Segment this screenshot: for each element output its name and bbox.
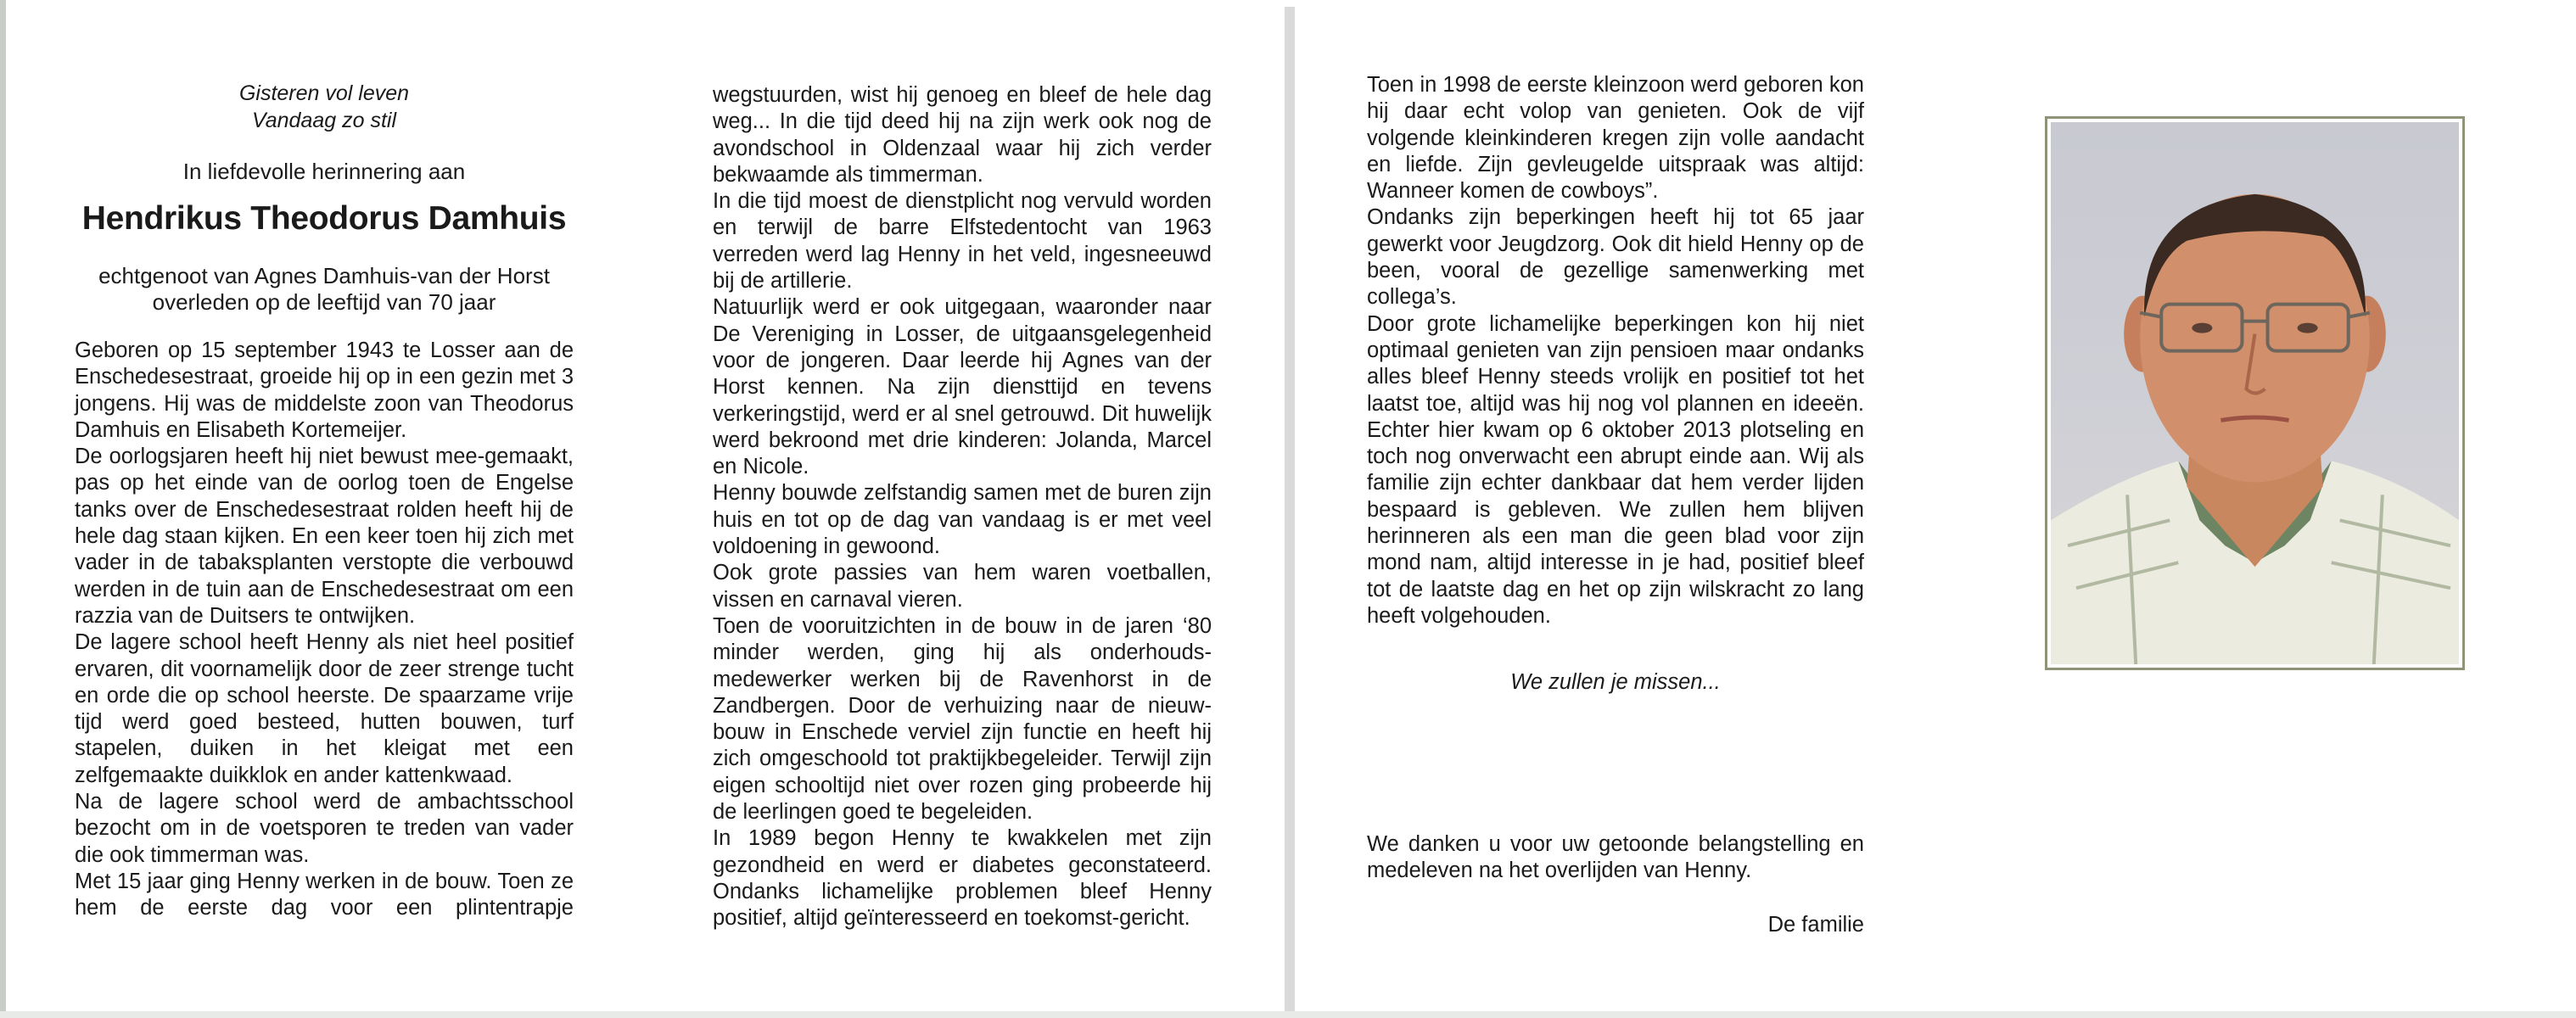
- family-signature: De familie: [1767, 913, 1864, 937]
- paragraph: Geboren op 15 september 1943 te Losser aan de Enschedesestraat, groeide hij op in een gezin met 3 jongens. Hij was de middelste zoon van Theodorus Damhuis en Elisabeth Kortemeijer.: [75, 338, 574, 442]
- paragraph: Toen de vooruitzichten in de bouw in de jaren ‘80 minder werden, ging hij als onderhouds-medewerker werken bij de Ravenhorst in de Zandbergen. Door de verhuizing naar de nieuw-bouw in Enschede verviel zijn functie en heeft hij zich omgeschoold tot praktijkbegeleider. Terwijl zijn eigen schooltijd niet over rozen ging probeerde hij de leerlingen goed te begeleiden.: [713, 613, 1212, 825]
- closing-motto: We zullen je missen...: [1510, 670, 1721, 694]
- card-fold: [1285, 7, 1295, 1018]
- thanks-message: We danken u voor uw getoonde belangstelling en medeleven na het overlijden van Henny.: [1367, 832, 1864, 883]
- paragraph: Ook grote passies van hem waren voetballen, vissen en carnaval vieren.: [713, 561, 1212, 612]
- portrait-illustration-icon: [2051, 122, 2459, 664]
- paragraph: De oorlogsjaren heeft hij niet bewust mee-gemaakt, pas op het einde van de oorlog toen de Engelse tanks over de Enschedesestraat rolden heeft hij de hele dag staan kijken. En een keer toen hij zich met vader in de tabaksplanten verstopte die verbouwd werden in de tuin aan de Enschedesestraat om een razzia van de Duitsers te ontwijken.: [75, 445, 574, 628]
- paragraph: Natuurlijk werd er ook uitgegaan, waaronder naar De Vereniging in Losser, de uitgaansgelegenheid voor de jongeren. Daar leerde hij Agnes van der Horst kennen. Na zijn diensttijd en tevens verkeringstijd, werd er al snel getrouwd. Dit huwelijk werd bekroond met drie kinderen: Jolanda, Marcel en Nicole.: [713, 295, 1212, 479]
- memorial-header: [75, 80, 574, 316]
- biography-column-3: [1367, 72, 1864, 629]
- paragraph: Door grote lichamelijke beperkingen kon hij niet optimaal genieten van zijn pensioen maar ondanks alles bleef Henny steeds vrolijk en positief tot het laatst toe, altijd was hij nog vol plannen en ideeën. Echter hier kwam op 6 oktober 2013 plotseling en toch nog onverwacht een abrupt einde aan. Wij als familie zijn echter dankbaar dat hem verder lijden bespaard is gebleven. We zullen hem blijven herinneren als een man die geen blad voor zijn mond nam, altijd interesse in je had, positief bleef tot de laatste dag en het op zijn wilskracht zo lang heeft volgehouden.: [1367, 311, 1864, 628]
- paragraph: De lagere school heeft Henny als niet heel positief ervaren, dit voornamelijk door de zeer strenge tucht en orde die op school heerste. De spaarzame vrije tijd werd goed besteed, hutten bouwen, turf stapelen, duiken in het kleigat met een zelfgemaakte duikklok en ander kattenkwaad.: [75, 630, 574, 787]
- paragraph: Toen in 1998 de eerste kleinzoon werd geboren kon hij daar echt volop van genieten. Ook de vijf volgende kleinkinderen kregen zijn volle aandacht en liefde. Zijn gevleugelde uitspraak was altijd: Wanneer komen de cowboys”.: [1367, 73, 1864, 204]
- portrait-frame: [2045, 116, 2465, 670]
- memorial-intro: In liefdevolle herinnering aan: [182, 159, 466, 184]
- motto-line-2: Vandaag zo stil: [251, 109, 397, 132]
- age-line: overleden op de leeftijd van 70 jaar: [152, 289, 496, 315]
- spouse-line: echtgenoot van Agnes Damhuis-van der Horst: [98, 263, 550, 288]
- portrait-photo: [2051, 122, 2459, 664]
- paragraph: Na de lagere school werd de ambachtsschool bezocht om in de voetsporen te treden van vader die ook timmerman was.: [75, 790, 574, 867]
- paragraph: Ondanks zijn beperkingen heeft hij tot 65 jaar gewerkt voor Jeugdzorg. Ook dit hield Henny op de been, vooral de gezellige samenwerking met collega’s.: [1367, 205, 1864, 310]
- paragraph: In 1989 begon Henny te kwakkelen met zijn gezondheid en werd er diabetes geconstateerd. Ondanks lichamelijke problemen bleef Henny positief, altijd geïnteresseerd en toekomst-gericht.: [713, 826, 1212, 931]
- paragraph: wegstuurden, wist hij genoeg en bleef de hele dag weg... In die tijd deed hij na zijn werk ook nog de avondschool in Oldenzaal waar hij zich verder bekwaamde als timmerman.: [713, 83, 1212, 187]
- motto-line-1: Gisteren vol leven: [238, 81, 410, 105]
- paragraph: Henny bouwde zelfstandig samen met de buren zijn huis en tot op de dag van vandaag is er met veel voldoening in gewoond.: [713, 481, 1212, 559]
- biography-column-1: [75, 338, 574, 922]
- scan-bottom-edge: [0, 1011, 2576, 1018]
- deceased-name: Hendrikus Theodorus Damhuis: [81, 200, 567, 237]
- paragraph: In die tijd moest de dienstplicht nog vervuld worden en terwijl de barre Elfstedentocht van 1963 verreden werd lag Henny in het veld, ingesneeuwd bij de artillerie.: [713, 189, 1212, 294]
- paragraph: Met 15 jaar ging Henny werken in de bouw. Toen ze hem de eerste dag voor een plintentrapje: [75, 869, 574, 920]
- biography-column-2: [713, 82, 1212, 932]
